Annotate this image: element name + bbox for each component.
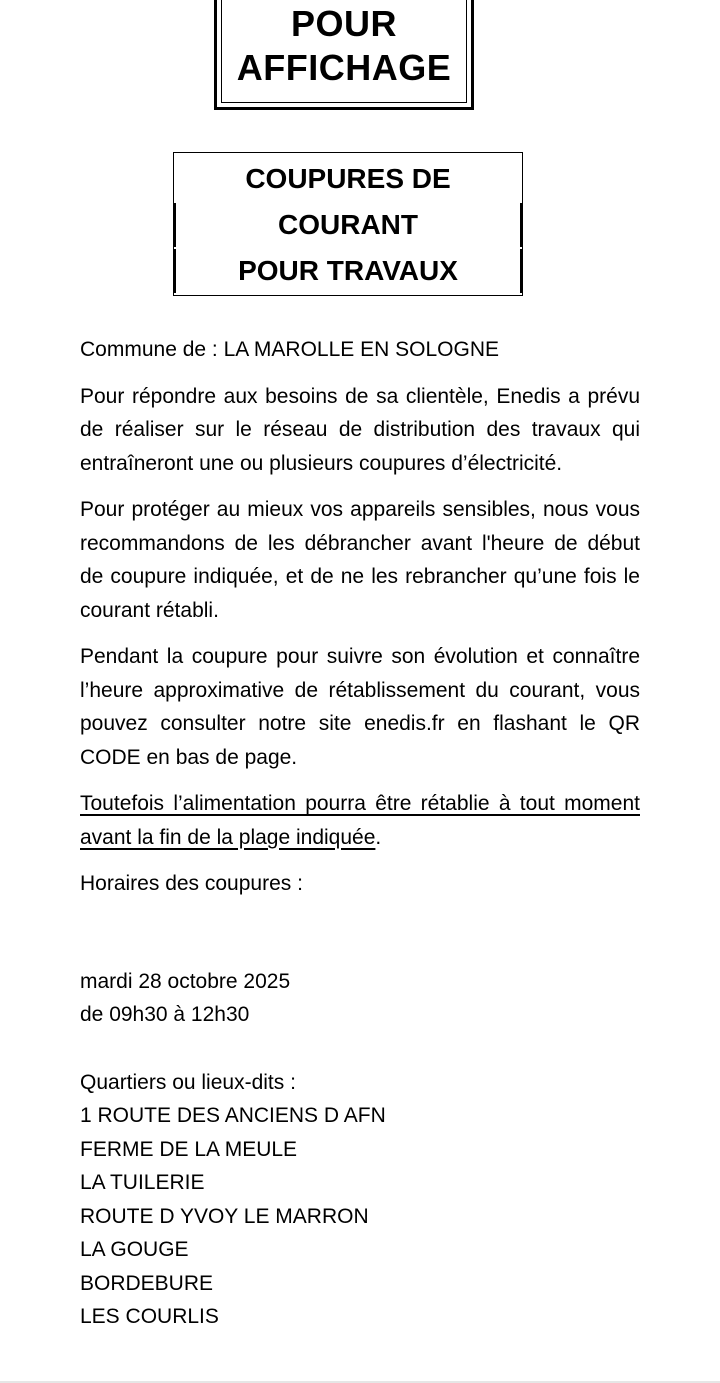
restoration-notice-period: . xyxy=(375,825,382,849)
display-notice-line-1: POUR xyxy=(290,3,397,44)
commune-line: Commune de : LA MAROLLE EN SOLOGNE xyxy=(80,338,499,361)
restoration-notice-underlined: Toutefois l’alimentation pourra être rétablie à tout moment avant la fin de la plage indiquée xyxy=(80,792,640,849)
title-line-2: COURANT xyxy=(278,209,418,240)
schedule-label: Horaires des coupures : xyxy=(80,872,303,895)
paragraph-tracking: Pendant la coupure pour suivre son évolution et connaître l’heure approximative de rétablissement du courant, vous pouvez consulter notre site enedis.fr en flashant le QR CODE en bas de page. xyxy=(80,645,640,769)
place-item: LES COURLIS xyxy=(80,1305,219,1328)
place-item: LA TUILERIE xyxy=(80,1171,205,1194)
place-item: LA GOUGE xyxy=(80,1238,189,1261)
place-item: ROUTE D YVOY LE MARRON xyxy=(80,1204,369,1228)
title-line-3: POUR TRAVAUX xyxy=(238,255,458,286)
place-item: BORDEBURE xyxy=(80,1271,214,1295)
display-notice-box xyxy=(214,0,474,110)
outage-date: mardi 28 octobre 2025 xyxy=(80,969,291,993)
place-item: FERME DE LA MEULE xyxy=(80,1137,298,1161)
paragraph-intro: Pour répondre aux besoins de sa clientèle, Enedis a prévu de réaliser sur le réseau de distribution des travaux qui entraîneront une ou plusieurs coupures d’électricité. xyxy=(80,384,640,475)
display-notice-inner xyxy=(221,0,467,103)
outage-hours: de 09h30 à 12h30 xyxy=(80,1003,250,1026)
notice-body xyxy=(80,333,640,1334)
restoration-notice xyxy=(80,787,640,854)
title-line-1: COUPURES DE xyxy=(245,163,451,194)
title-box xyxy=(173,152,523,296)
display-notice-line-2: AFFICHAGE xyxy=(236,47,452,88)
paragraph-devices: Pour protéger au mieux vos appareils sensibles, nous vous recommandons de les débrancher avant l'heure de début de coupure indiquée, et de ne les rebrancher qu’une fois le courant rétabli. xyxy=(80,498,640,622)
place-item: 1 ROUTE DES ANCIENS D AFN xyxy=(80,1104,386,1127)
places-label: Quartiers ou lieux-dits : xyxy=(80,1070,296,1094)
